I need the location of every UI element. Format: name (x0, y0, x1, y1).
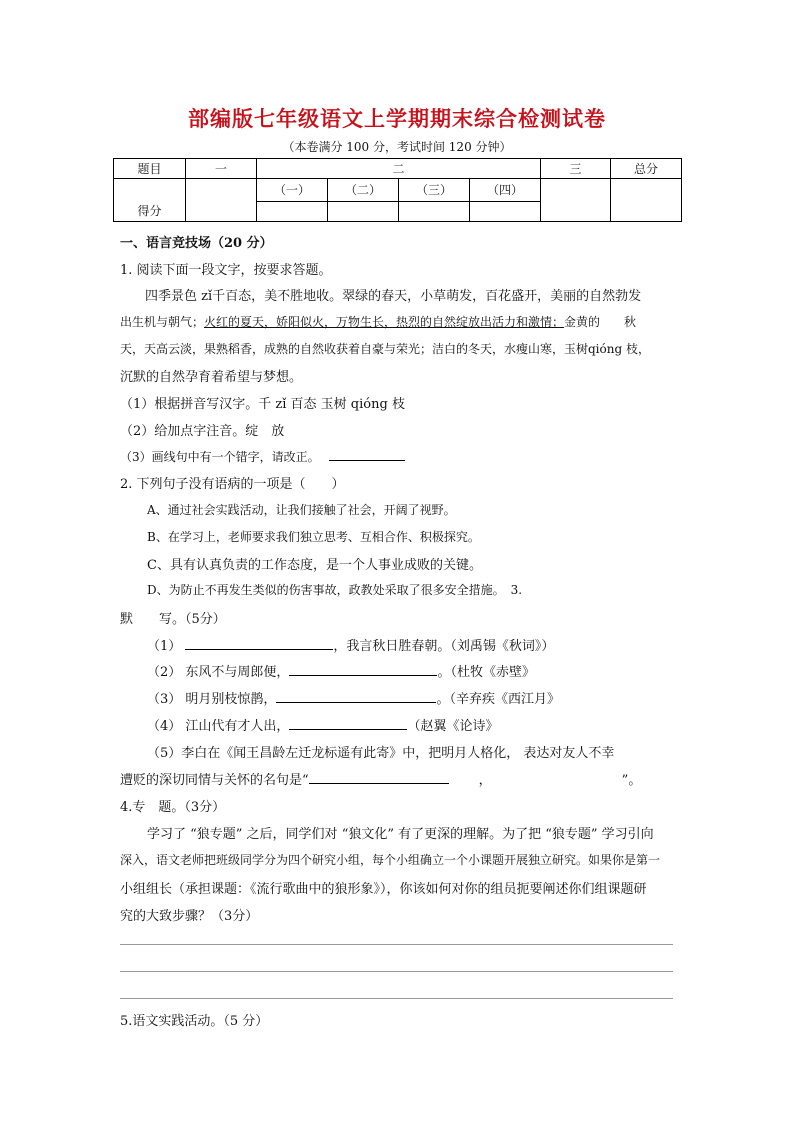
dictation-item-5-cont (120, 769, 641, 788)
subquestion-3 (120, 447, 405, 465)
subquestion-1: （1）根据拼音写汉字。千 zǐ 百态 玉树 qióng 枝 (120, 397, 405, 412)
item-number: （1） (147, 639, 182, 654)
dictation-item-3 (147, 688, 560, 707)
question-1-stem: 1. 阅读下面一段文字，按要求答题。 (120, 263, 332, 278)
answer-blank[interactable] (289, 716, 407, 730)
underlined-sentence: 火红的夏天，娇阳似火，万物生长，热烈的自然绽放出活力和激情； (204, 315, 565, 329)
score-cell-part3[interactable] (541, 179, 611, 222)
answer-line[interactable] (120, 944, 673, 945)
option-a: A、通过社会实践活动，让我们接触了社会，开阔了视野。 (147, 503, 456, 517)
answer-blank[interactable] (185, 636, 333, 650)
table-header-part3: 三 (541, 159, 611, 179)
option-d: D、为防止不再发生类似的伤害事故，政教处采取了很多安全措施。 3. (147, 583, 523, 597)
table-subheader-4: （四） (470, 179, 541, 201)
item-text: 。（杜牧《赤壁》 (437, 665, 535, 680)
question-4-stem: 4.专 题。（3分） (120, 800, 226, 815)
item-text: 东风不与周郎便， (185, 665, 290, 680)
answer-blank[interactable] (329, 447, 405, 461)
item-text: 遭贬的深切同情与关怀的名句是“ (120, 773, 309, 788)
subquestion-3-text: （3）画线句中有一个错字，请改正。 (120, 450, 320, 464)
answer-blank[interactable] (309, 770, 449, 784)
option-b: B、在学习上，老师要求我们独立思考、互相合作、积极探究。 (147, 530, 480, 544)
table-header-part2: 二 (257, 159, 541, 179)
score-cell-part1[interactable] (186, 179, 257, 222)
passage-line: 四季景色 zǐ千百态，美不胜地收。翠绿的春天，小草萌发，百花盛开，美丽的自然勃发 (145, 289, 642, 304)
item-number: （4） (147, 719, 182, 734)
item-text: ”。 (621, 773, 642, 788)
score-cell-total[interactable] (611, 179, 682, 222)
dictation-item-5: （5）李白在《闻王昌龄左迁龙标遥有此寄》中，把明月人格化， 表达对友人不幸 (147, 746, 615, 761)
item-text: ，我言秋日胜春朝。（刘禹锡《秋词》） (333, 639, 555, 654)
item-text: 江山代有才人出， (185, 719, 290, 734)
score-cell-sub4[interactable] (470, 201, 541, 221)
question-5-stem: 5.语文实践活动。（5 分） (120, 1014, 269, 1029)
passage-text: 出生机与朝气； (120, 315, 205, 329)
answer-blank[interactable] (492, 770, 622, 784)
question-4-line: 深入，语文老师把班级同学分为四个研究小组，每个小组确立一个小课题开展独立研究。如果你是第一 (120, 853, 661, 867)
question-4-line: 小组组长（承担课题：《流行歌曲中的狼形象》），你该如何对你的组员扼要阐述你们组课题研 (120, 882, 647, 897)
passage-line: 沉默的自然孕育着希望与梦想。 (120, 370, 303, 385)
question-2-stem: 2. 下列句子没有语病的一项是（ ） (120, 477, 345, 492)
question-3-stem: 默 写。（5分） (120, 612, 226, 627)
answer-line[interactable] (120, 971, 673, 972)
table-subheader-3: （三） (399, 179, 470, 201)
dictation-item-4 (147, 715, 498, 734)
item-text: （赵翼《论诗》 (407, 719, 499, 734)
option-c: C、具有认真负责的工作态度，是一个人事业成败的关键。 (147, 558, 482, 573)
section-heading: 一、语言竞技场（20 分） (120, 236, 273, 251)
dictation-item-2 (147, 661, 535, 680)
item-text: ， (478, 773, 492, 788)
question-4-line: 学习了 “狼专题” 之后，同学们对 “狼文化” 有了更深的理解。为了把 “狼专题” 学习引向 (147, 827, 654, 842)
table-subheader-1: （一） (257, 179, 328, 201)
score-cell-sub2[interactable] (328, 201, 399, 221)
table-score-label: 得分 (114, 179, 186, 222)
item-number: （3） (147, 692, 182, 707)
passage-line (120, 313, 636, 330)
dictation-item-1 (147, 635, 554, 654)
table-header-item: 题目 (114, 159, 186, 179)
item-text: 。（辛弃疾《西江月》 (436, 692, 560, 707)
answer-blank[interactable] (276, 689, 436, 703)
exam-title: 部编版七年级语文上学期期末综合检测试卷 (188, 106, 606, 131)
exam-subtitle: （本卷满分 100 分，考试时间 120 分钟） (282, 140, 512, 154)
item-text: 明月别枝惊鹊， (185, 692, 277, 707)
score-cell-sub1[interactable] (257, 201, 328, 221)
score-cell-sub3[interactable] (399, 201, 470, 221)
passage-text: 金黄的 秋 (564, 315, 637, 329)
table-subheader-2: （二） (328, 179, 399, 201)
item-number: （2） (147, 665, 182, 680)
answer-blank[interactable] (289, 662, 437, 676)
subquestion-2: （2）给加点字注音。绽 放 (120, 424, 285, 439)
passage-line: 天，天高云淡，果熟稻香，成熟的自然收获着自豪与荣光；洁白的冬天，水瘦山寒，玉树qióng 枝， (120, 342, 650, 356)
table-header-total: 总分 (611, 159, 682, 179)
answer-line[interactable] (120, 998, 673, 999)
score-table (113, 158, 682, 222)
question-4-line: 究的大致步骤？（3分） (120, 909, 259, 924)
table-header-part1: 一 (186, 159, 257, 179)
